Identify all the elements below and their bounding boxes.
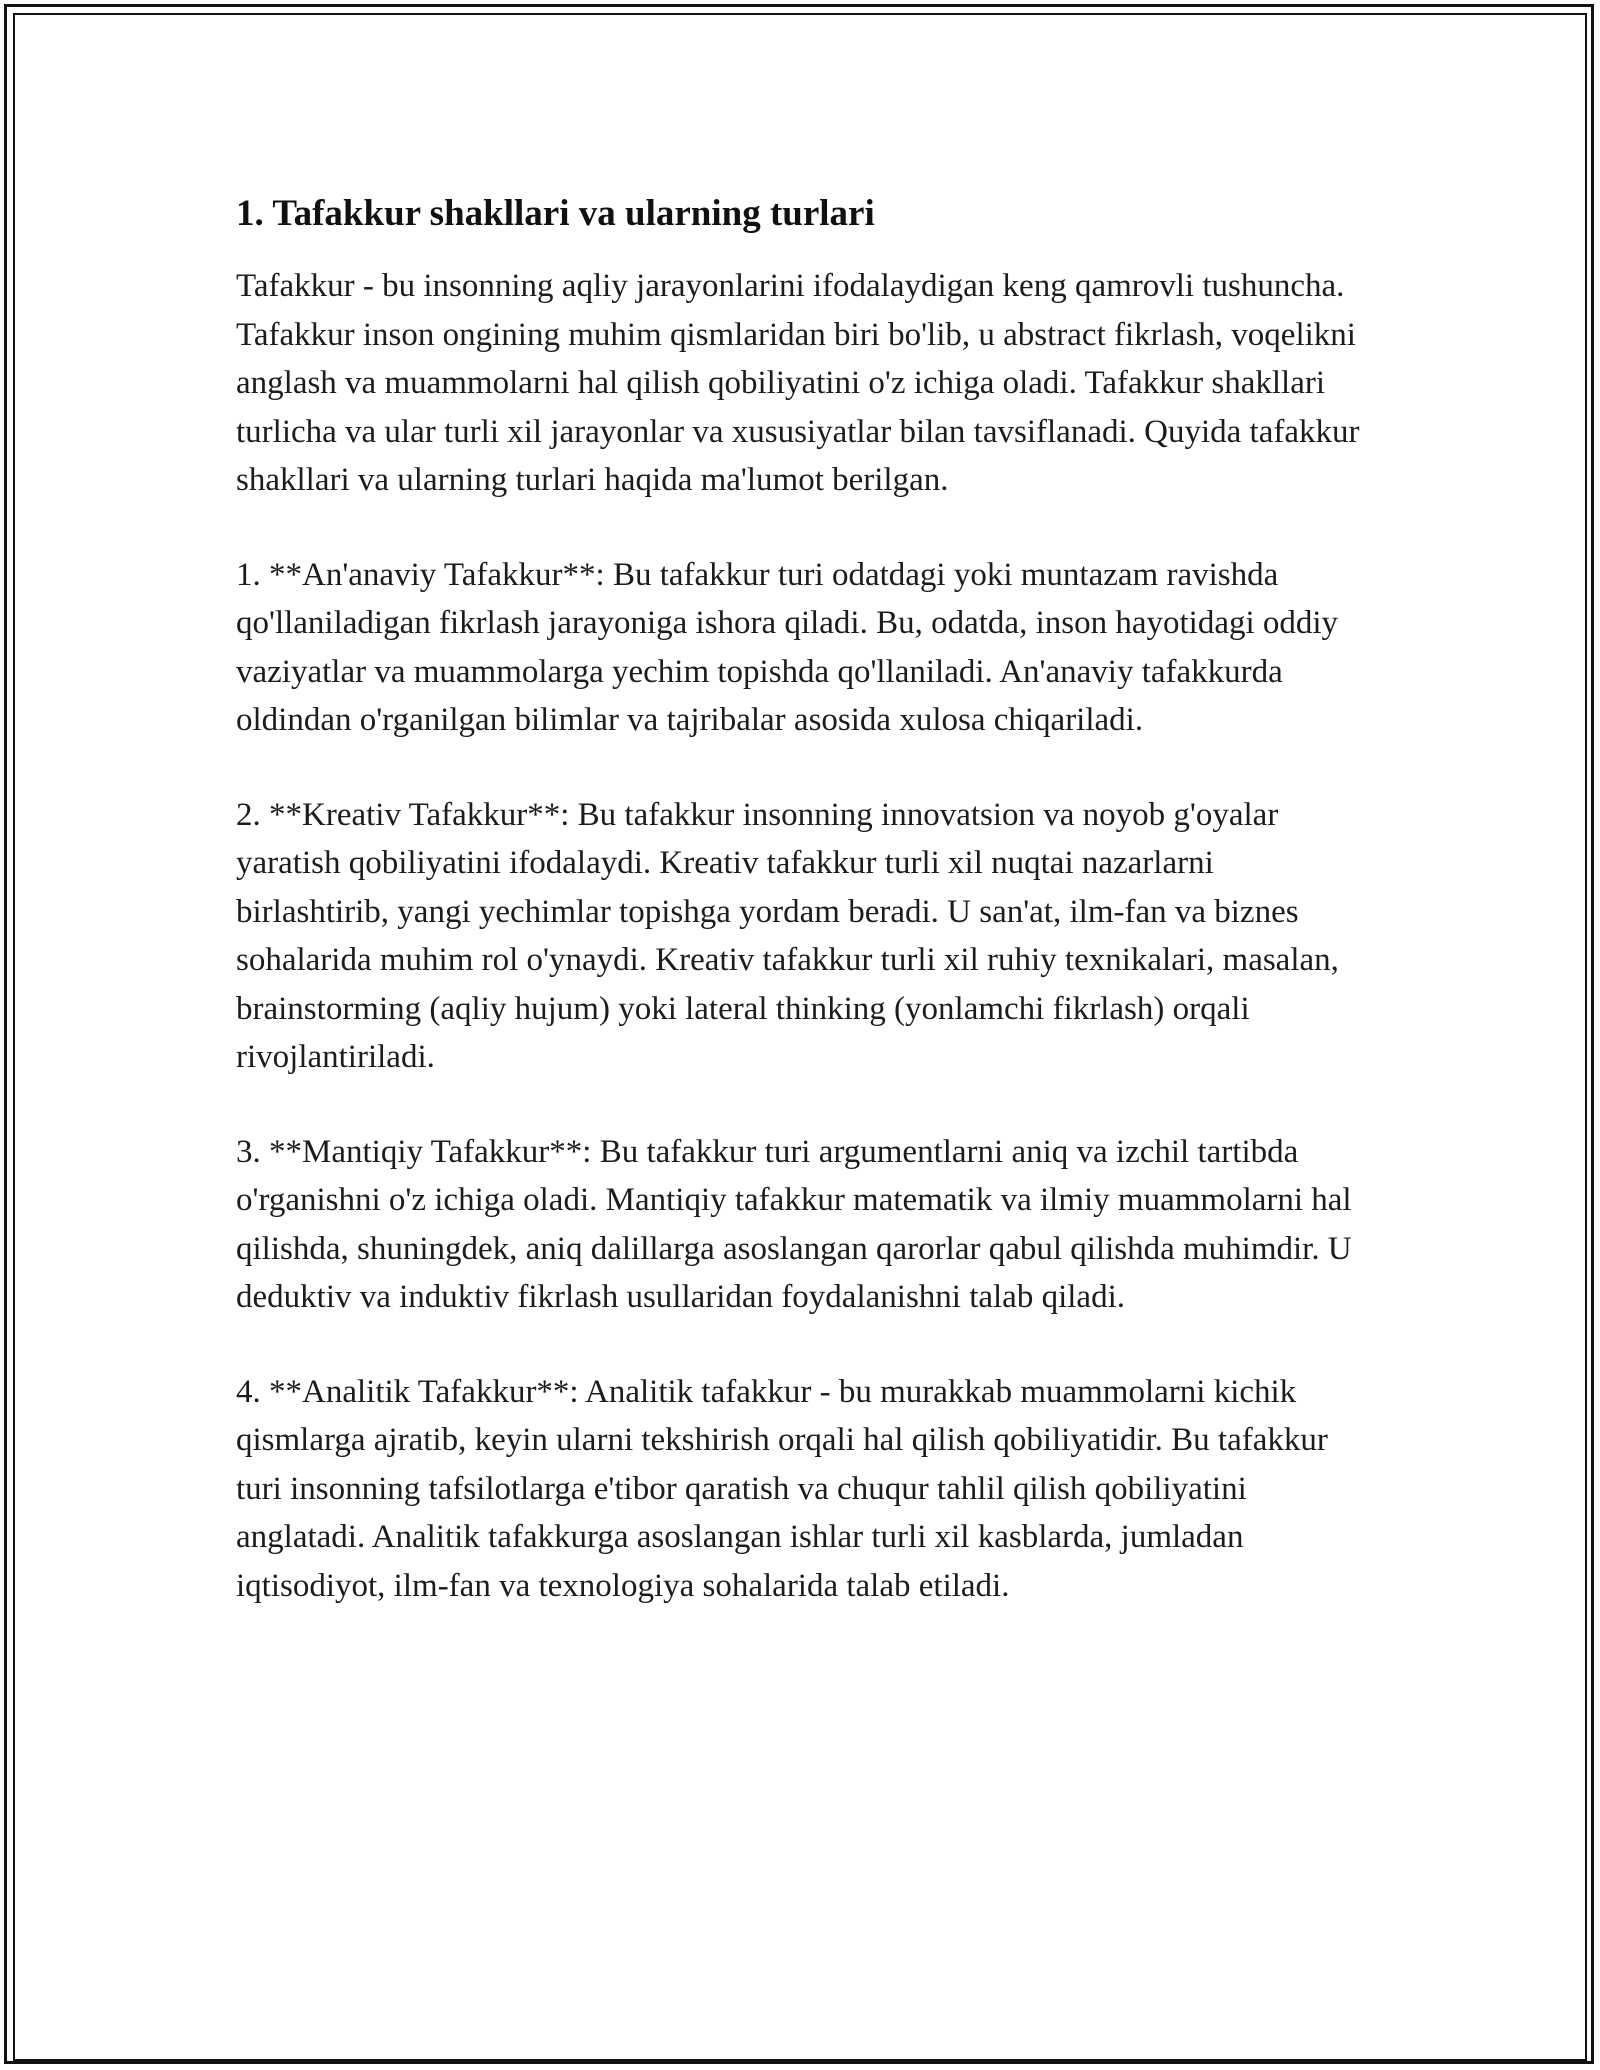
section-heading: 1. Tafakkur shakllari va ularning turlari	[236, 193, 875, 234]
intro-paragraph: Tafakkur - bu insonning aqliy jarayonlarini ifodalaydigan keng qamrovli tushuncha. Tafakkur inson ongining muhim qismlaridan biri bo'lib, u abstract fikrlash, voqelikni anglash va muammolarni hal qilish qobiliyatini o'z ichiga oladi. Tafakkur shakllari turlicha va ular turli xil jarayonlar va xususiyatlar bilan tavsiflanadi. Quyida tafakkur shakllari va ularning turlari haqida ma'lumot berilgan.	[236, 268, 1360, 498]
paragraph-logical-thinking: 3. **Mantiqiy Tafakkur**: Bu tafakkur turi argumentlarni aniq va izchil tartibda o'rganishni o'z ichiga oladi. Mantiqiy tafakkur matematik va ilmiy muammolarni hal qilishda, shuningdek, aniq dalillarga asoslangan qarorlar qabul qilishda muhimdir. U deduktiv va induktiv fikrlash usullaridan foydalanishni talab qiladi.	[236, 1133, 1352, 1315]
paragraph-analytical-thinking: 4. **Analitik Tafakkur**: Analitik tafakkur - bu murakkab muammolarni kichik qismlarga ajratib, keyin ularni tekshirish orqali hal qilish qobiliyatidir. Bu tafakkur turi insonning tafsilotlarga e'tibor qaratish va chuqur tahlil qilish qobiliyatini anglatadi. Analitik tafakkurga asoslangan ishlar turli xil kasblarda, jumladan iqtisodiyot, ilm-fan va texnologiya sohalarida talab etiladi.	[236, 1373, 1328, 1604]
paragraph-traditional-thinking: 1. **An'anaviy Tafakkur**: Bu tafakkur turi odatdagi yoki muntazam ravishda qo'llaniladigan fikrlash jarayoniga ishora qiladi. Bu, odatda, inson hayotidagi oddiy vaziyatlar va muammolarga yechim topishda qo'llaniladi. An'anaviy tafakkurda oldindan o'rganilgan bilimlar va tajribalar asosida xulosa chiqariladi.	[236, 556, 1339, 738]
paragraph-creative-thinking: 2. **Kreativ Tafakkur**: Bu tafakkur insonning innovatsion va noyob g'oyalar yaratish qobiliyatini ifodalaydi. Kreativ tafakkur turli xil nuqtai nazarlarni birlashtirib, yangi yechimlar topishga yordam beradi. U san'at, ilm-fan va biznes sohalarida muhim rol o'ynaydi. Kreativ tafakkur turli xil ruhiy texnikalari, masalan, brainstorming (aqliy hujum) yoki lateral thinking (yonlamchi fikrlash) orqali rivojlantiriladi.	[236, 796, 1339, 1075]
document-body	[236, 184, 1366, 1656]
